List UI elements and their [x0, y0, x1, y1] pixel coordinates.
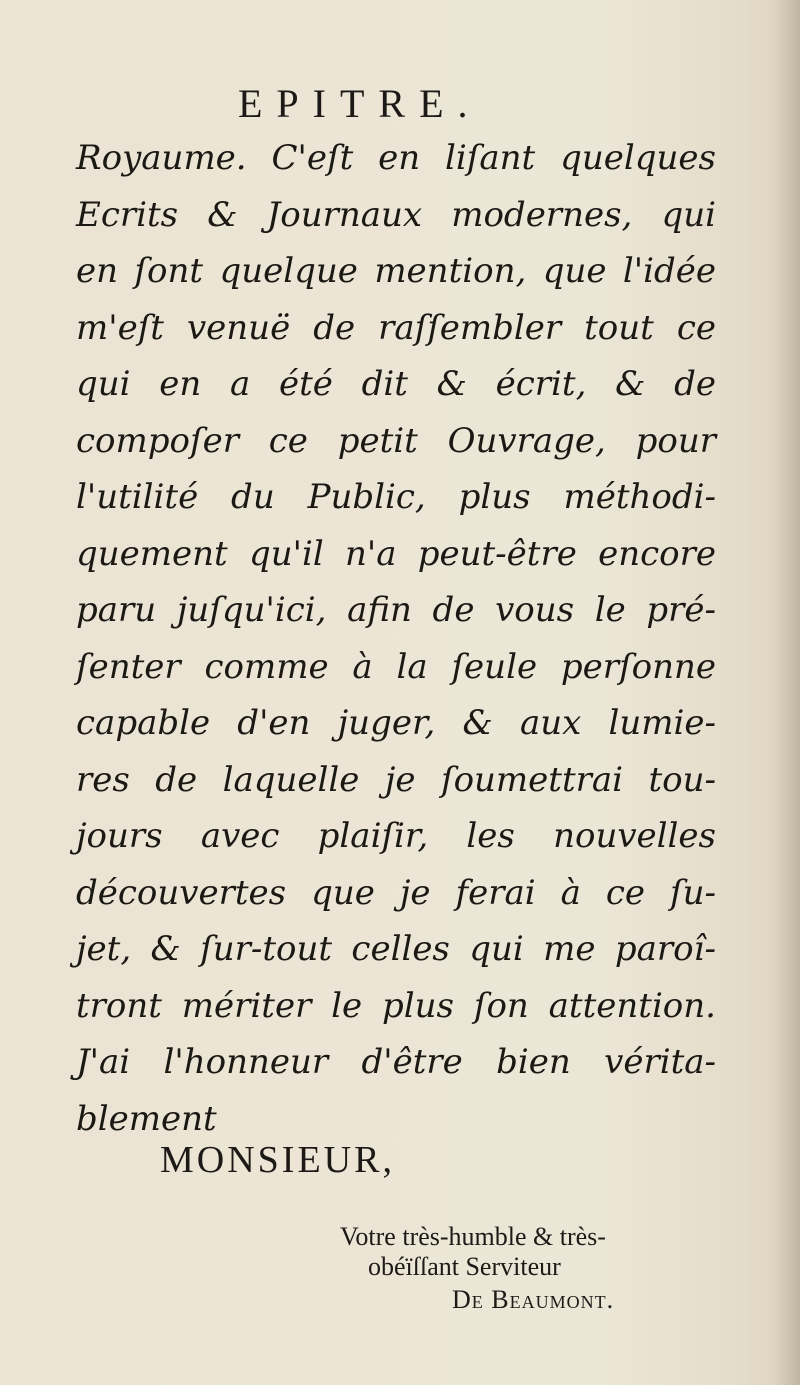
- text-line: m'eſt venuë de raſſembler tout ce: [76, 307, 716, 348]
- page-gutter-shadow: [774, 0, 800, 1385]
- text-line: en ſont quelque mention, que l'idée: [76, 251, 716, 291]
- signature: De Beaumont.: [452, 1285, 615, 1314]
- text-line: découvertes que je ferai à ce ſu-: [76, 872, 716, 913]
- text-line: paru juſqu'ici, afin de vous le pré-: [76, 590, 716, 630]
- text-line: J'ai l'honneur d'être bien vérita-: [76, 1042, 716, 1082]
- text-line: tront mériter le plus ſon attention.: [76, 985, 716, 1026]
- text-line: quement qu'il n'a peut-être encore: [76, 533, 716, 574]
- closing-line: obéïſſant Serviteur: [368, 1252, 561, 1281]
- text-line: ſenter comme à la ſeule perſonne: [76, 646, 716, 687]
- text-line: Ecrits & Journaux modernes, qui: [76, 194, 716, 235]
- body-text: [76, 130, 716, 1147]
- text-line: capable d'en juger, & aux lumie-: [76, 703, 716, 743]
- text-line: blement: [76, 1098, 217, 1139]
- page-header: EPITRE.: [238, 81, 482, 126]
- text-line: Royaume. C'eſt en liſant quelques: [76, 138, 716, 178]
- closing-line: Votre très-humble & très-: [340, 1222, 606, 1251]
- salutation: MONSIEUR,: [160, 1139, 395, 1181]
- text-line: jours avec plaiſir, les nouvelles: [76, 816, 716, 856]
- text-line: jet, & ſur-tout celles qui me paroî-: [76, 929, 716, 969]
- text-line: res de laquelle je ſoumettrai tou-: [76, 759, 716, 800]
- text-line: compoſer ce petit Ouvrage, pour: [76, 420, 716, 461]
- text-line: l'utilité du Public, plus méthodi-: [76, 477, 716, 517]
- text-line: qui en a été dit & écrit, & de: [76, 364, 716, 404]
